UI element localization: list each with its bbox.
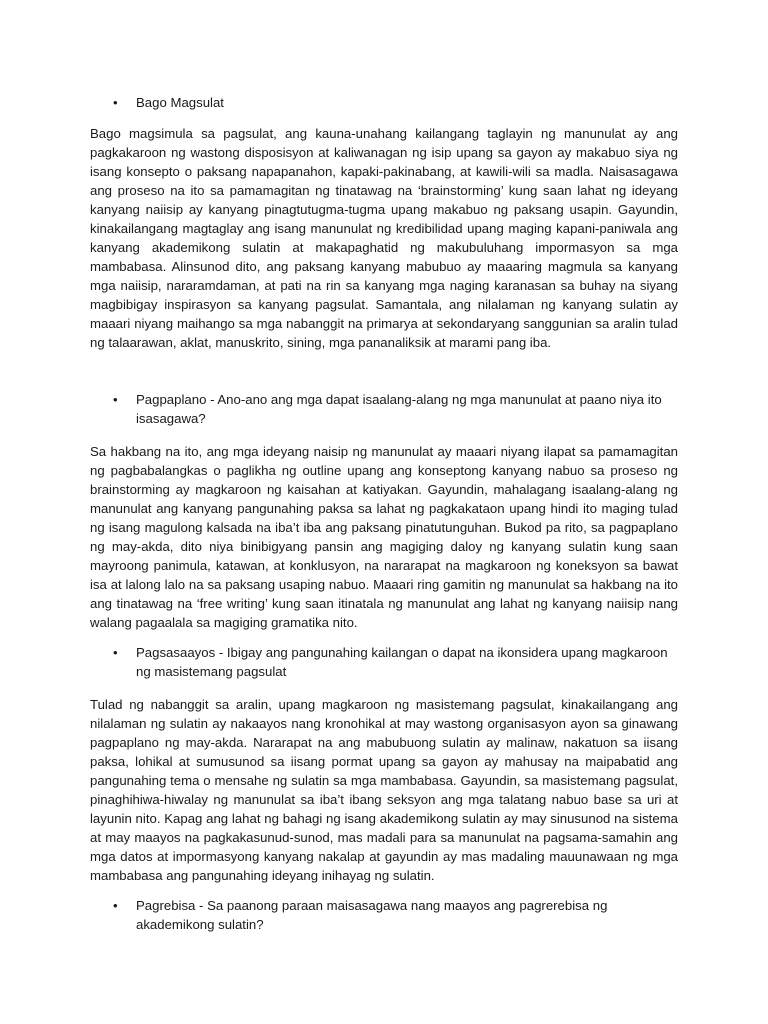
paragraph-bago-magsulat: Bago magsimula sa pagsulat, ang kauna-unahang kailangang taglayin ng manunulat ay ang pagkakaroon ng wastong disposisyon at kaliwanagan ng isip upang sa gayon ay makabuo siya ng isang konsepto o paksang napapanahon, kapaki-pakinabang, at kawili-wili sa madla. Naisasagawa ang proseso na ito sa pamamagitan ng tinatawag na ‘brainstorming’ kung saan lahat ng ideyang kanyang naiisip ay kanyang pinagtutugma-tugma upang makabuo ng paksang usapin. Gayundin, kinakailangang magtaglay ang isang manunulat ng kredibilidad upang maging kapani-paniwala ang kanyang akademikong sulatin at makapaghatid ng makubuluhang impormasyon sa mga mambabasa. Alinsunod dito, ang paksang kanyang mabubuo ay maaaring magmula sa kanyang mga naiisip, nararamdaman, at pati na rin sa kanyang mga naging karanasan sa buhay na siyang magbibigay inspirasyon sa kanyang pagsulat. Samantala, ang nilalaman ng kanyang sulatin ay maaari niyang maihango sa mga nabanggit na primarya at sekondaryang sanggunian sa aralin tulad ng talaarawan, aklat, manuskrito, sining, mga pananaliksik at marami pang iba. [90, 126, 678, 350]
bullet-icon: • [113, 645, 118, 660]
paragraph-pagsasaayos: Tulad ng nabanggit sa aralin, upang magkaroon ng masistemang pagsulat, kinakailangang ang nilalaman ng sulatin ay nakaayos nang kronohikal at may wastong organisasyon ayon sa ginawang pagpaplano ng may-akda. Nararapat na ang mabubuong sulatin ay malinaw, nakatuon sa iisang paksa, lohikal at sumusunod sa iisang pormat upang sa gayon ay mahusay na maipabatid ang pangunahing tema o mensahe ng sulatin sa mga mambabasa. Gayundin, sa masistemang pagsulat, pinaghihiwa-hiwalay ng manunulat sa iba’t ibang seksyon ang mga talatang nabuo base sa uri at layunin nito. Kapag ang lahat ng bahagi ng isang akademikong sulatin ay may sinusunod na sistema at may maayos na pagkakasunud-sunod, mas madali para sa manunulat na pagsama-samahin ang mga datos at impormasyong kanyang nakalap at gayundin ay mas madaling mauunawaan ng mga mambabasa ang pangunahing ideyang inihayag ng sulatin. [90, 697, 678, 883]
bullet-icon: • [113, 898, 118, 913]
heading-text: Pagsasaayos - Ibigay ang pangunahing kailangan o dapat na ikonsidera upang magkaroon ng masistemang pagsulat [136, 645, 668, 679]
section-heading-bago-magsulat [90, 93, 678, 112]
document-page [90, 93, 678, 934]
bullet-icon: • [113, 392, 118, 407]
paragraph-pagpaplano: Sa hakbang na ito, ang mga ideyang naisip ng manunulat ay maaari niyang ilapat sa pamamagitan ng pagbabalangkas o paglikha ng outline upang ang konseptong kanyang nabuo sa proseso ng brainstorming ay magkaroon ng kaisahan at katiyakan. Gayundin, mahalagang isaalang-alang ng manunulat ang kanyang pangunahing paksa sa lahat ng pagkakataon upang hindi ito maging tulad ng isang magulong kalsada na iba’t iba ang paksang pinatutunguhan. Bukod pa rito, sa pagpaplano ng may-akda, dito niya binibigyang pansin ang magiging daloy ng kanyang sulatin kung saan mayroong panimula, katawan, at konklusyon, na nararapat na magkaroon ng koneksyon sa bawat isa at lalong lalo na sa paksang usaping nabuo. Maaari ring gamitin ng manunulat sa hakbang na ito ang tinatawag na ‘free writing’ kung saan itinatala ng manunulat ang lahat ng kanyang naiisip nang walang pagaalala sa magiging gramatika nito. [90, 444, 678, 630]
heading-text: Bago Magsulat [136, 95, 224, 110]
bullet-icon: • [113, 95, 118, 110]
heading-text: Pagpaplano - Ano-ano ang mga dapat isaalang-alang ng mga manunulat at paano niya ito isasagawa? [136, 392, 662, 426]
heading-text: Pagrebisa - Sa paanong paraan maisasagawa nang maayos ang pagrerebisa ng akademikong sulatin? [136, 898, 608, 932]
section-heading-pagpaplano [90, 390, 678, 428]
section-heading-pagsasaayos [90, 643, 678, 681]
section-heading-pagrebisa [90, 896, 678, 934]
